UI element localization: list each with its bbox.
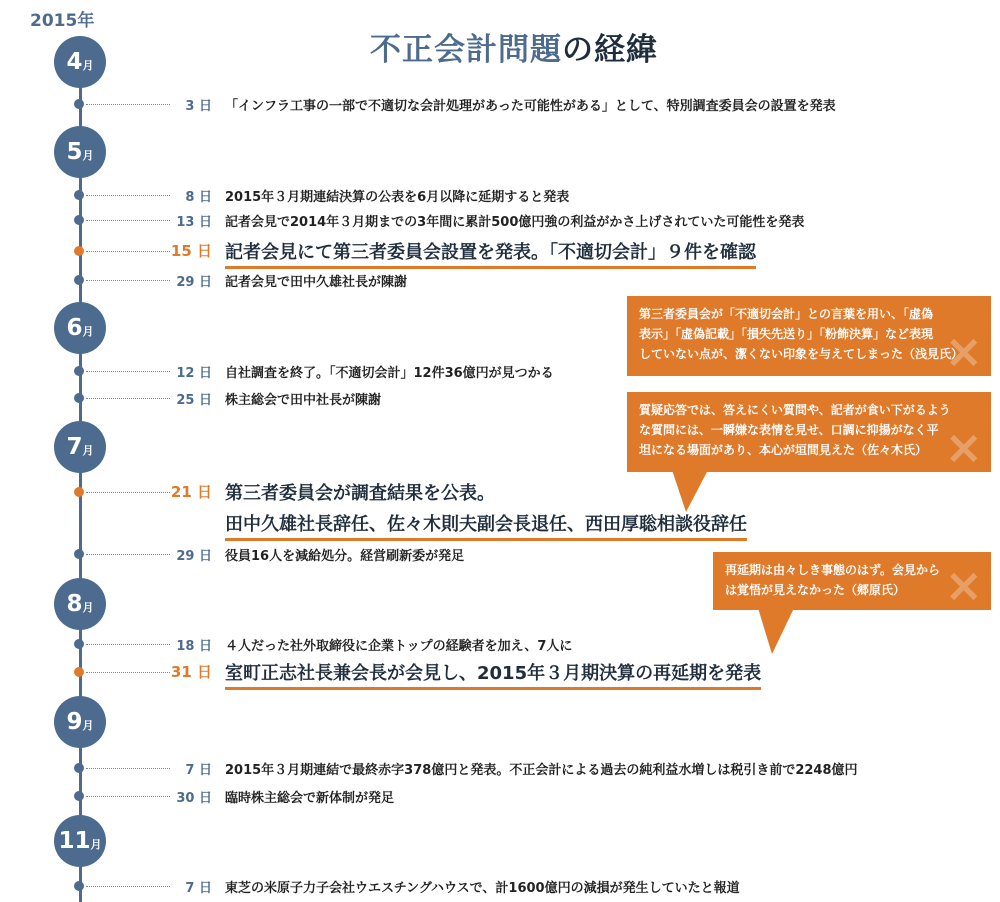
event-day: 12 日: [176, 366, 212, 381]
event-dot: [74, 275, 84, 285]
event-day: 21 日: [170, 483, 212, 501]
timeline-event-highlight: [0, 239, 1000, 263]
event-dot: [74, 393, 84, 403]
timeline-event: [0, 268, 1000, 292]
month-marker-jun: 6月: [54, 302, 106, 354]
comment-bubble-sasaki: 質疑応答では、答えにくい質問や、記者が食い下がるよう な質問には、一瞬嫌な表情を見せ、口調に抑揚がなく平 坦になる場面があり、本心が垣間見えた（佐々木氏） ×: [627, 392, 991, 472]
timeline-event-highlight: [0, 660, 1000, 684]
event-text: 記者会見で2014年３月期までの3年間に累計500億円強の利益がかさ上げされていた可能性を発表: [225, 215, 805, 230]
event-text: 記者会見で田中久雄社長が陳謝: [225, 275, 408, 290]
event-day: 29 日: [176, 549, 212, 564]
month-marker-nov: 11月: [54, 815, 106, 867]
event-dot: [74, 667, 84, 677]
month-marker-aug: 8月: [54, 578, 106, 630]
title-accent: 不正会計問題: [370, 32, 562, 68]
event-text: 記者会見にて第三者委員会設置を発表。「不適切会計」９件を確認: [225, 238, 756, 269]
event-dot: [74, 791, 84, 801]
event-day: 15 日: [170, 242, 212, 260]
comment-bubble-asami: 第三者委員会が「不適切会計」との言葉を用い、「虚偽 表示」「虚偽記載」「損失先送り」「粉飾決算」など表現 していない点が、潔くない印象を与えてしまった（浅見氏） ×: [627, 296, 991, 376]
event-day: 13 日: [176, 215, 212, 230]
event-text: 2015年３月期連結で最終赤字378億円と発表。不正会計による過去の純利益水増しは税引き前で2248億円: [225, 763, 858, 778]
event-dot: [74, 246, 84, 256]
cross-mark-icon: ×: [944, 420, 983, 474]
event-text: 2015年３月期連結決算の公表を6月以降に延期すると発表: [225, 190, 570, 205]
event-day: 25 日: [176, 393, 212, 408]
event-day: 31 日: [170, 663, 212, 681]
event-dot: [74, 487, 84, 497]
timeline-event: [0, 784, 1000, 808]
event-text: 東芝の米原子力子会社ウエスチングハウスで、計1600億円の減損が発生していたと報道: [225, 881, 740, 896]
timeline-event: [0, 874, 1000, 898]
title-rest: の経緯: [562, 32, 658, 68]
cross-mark-icon: ×: [944, 558, 983, 612]
event-text: 役員16人を減給処分。経営刷新委が発足: [225, 549, 465, 564]
year-label: 2015年: [30, 11, 95, 31]
page-title: [370, 24, 658, 69]
month-marker-may: 5月: [54, 126, 106, 178]
event-day: 3 日: [185, 99, 212, 114]
timeline-event: [0, 92, 1000, 116]
event-dot: [74, 881, 84, 891]
event-dot: [74, 549, 84, 559]
timeline-event: [0, 183, 1000, 207]
event-text: 室町正志社長兼会長が会見し、2015年３月期決算の再延期を発表: [225, 659, 761, 690]
event-dot: [74, 763, 84, 773]
event-day: 18 日: [176, 639, 212, 654]
event-dot: [74, 366, 84, 376]
month-marker-sep: 9月: [54, 696, 106, 748]
event-text: 臨時株主総会で新体制が発足: [225, 791, 395, 806]
bubble-tail: [672, 470, 708, 512]
event-dot: [74, 215, 84, 225]
event-day: 7 日: [185, 763, 212, 778]
month-marker-jul: 7月: [54, 421, 106, 473]
event-text: 自社調査を終了。「不適切会計」12件36億円が見つかる: [225, 366, 554, 381]
bubble-tail: [758, 608, 794, 654]
event-dot: [74, 99, 84, 109]
comment-bubble-gohara: 再延期は由々しき事態のはず。会見から は覚悟が見えなかった（郷原氏） ×: [713, 552, 991, 610]
timeline-event-highlight: [0, 480, 1000, 536]
timeline-event: [0, 756, 1000, 780]
event-day: 7 日: [185, 881, 212, 896]
event-text-line2: 田中久雄社長辞任、佐々木則夫副会長退任、西田厚聡相談役辞任: [225, 510, 747, 541]
event-text: 「インフラ工事の一部で不適切な会計処理があった可能性がある」として、特別調査委員会の設置を発表: [225, 99, 836, 114]
event-text: 第三者委員会が調査結果を公表。: [225, 483, 495, 504]
event-day: 8 日: [185, 190, 212, 205]
event-day: 30 日: [176, 791, 212, 806]
event-text: ４人だった社外取締役に企業トップの経験者を加え、7人に: [225, 639, 573, 654]
timeline-event: [0, 208, 1000, 232]
event-dot: [74, 190, 84, 200]
event-day: 29 日: [176, 275, 212, 290]
cross-mark-icon: ×: [944, 324, 983, 378]
event-dot: [74, 639, 84, 649]
month-marker-apr: 4月: [54, 36, 106, 88]
timeline-event: [0, 632, 1000, 656]
event-text: 株主総会で田中社長が陳謝: [225, 393, 382, 408]
